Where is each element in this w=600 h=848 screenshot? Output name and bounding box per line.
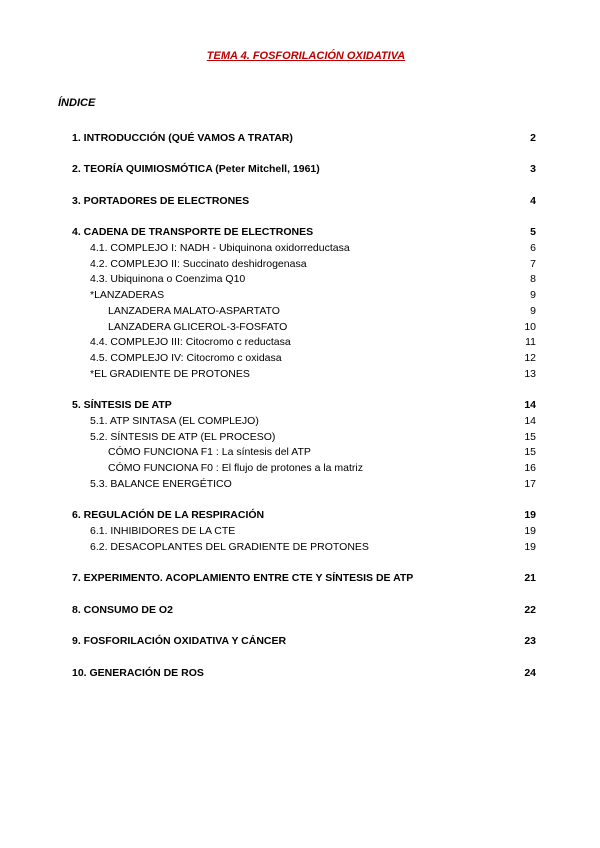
toc-entry-label: 6.2. DESACOPLANTES DEL GRADIENTE DE PROTONES: [90, 541, 369, 553]
toc-entry-label: 1. INTRODUCCIÓN (QUÉ VAMOS A TRATAR): [72, 132, 293, 144]
toc-entry-lanzadera-glicerol[interactable]: [0, 320, 600, 334]
toc-entry-label: 4.1. COMPLEJO I: NADH - Ubiquinona oxidorreductasa: [90, 242, 350, 254]
toc-entry-label: 6.1. INHIBIDORES DE LA CTE: [90, 525, 236, 537]
toc-entry-label: 4.5. COMPLEJO IV: Citocromo c oxidasa: [90, 352, 282, 364]
toc-entry-label: 5.1. ATP SINTASA (EL COMPLEJO): [90, 415, 259, 427]
toc-entry-page: 6: [530, 242, 536, 254]
toc-entry-page: 2: [530, 132, 536, 144]
toc-entry-gradiente-protones[interactable]: [0, 367, 600, 381]
toc-entry-label: LANZADERA MALATO-ASPARTATO: [108, 305, 280, 317]
toc-entry-atp-sintasa[interactable]: [0, 414, 600, 428]
toc-entry-page: 9: [530, 289, 536, 301]
toc-entry-label: LANZADERA GLICEROL-3-FOSFATO: [108, 321, 288, 333]
toc-entry-fosforilacion-cancer[interactable]: [0, 634, 600, 648]
toc-entry-page: 15: [524, 431, 536, 443]
toc-entry-page: 23: [524, 635, 536, 647]
toc-entry-label: 10. GENERACIÓN DE ROS: [72, 667, 204, 679]
toc-entry-page: 24: [524, 667, 536, 679]
toc-entry-complejo-iv[interactable]: [0, 351, 600, 365]
toc-entry-page: 19: [524, 541, 536, 553]
toc-entry-lanzaderas[interactable]: [0, 288, 600, 302]
toc-entry-label: 4. CADENA DE TRANSPORTE DE ELECTRONES: [72, 226, 314, 238]
toc-entry-desacoplantes[interactable]: [0, 540, 600, 554]
toc-entry-label: 5.2. SÍNTESIS DE ATP (EL PROCESO): [90, 431, 276, 443]
toc-entry-label: *LANZADERAS: [90, 289, 165, 301]
toc-entry-regulacion[interactable]: [0, 508, 600, 522]
toc-entry-page: 4: [530, 195, 536, 207]
document-title: TEMA 4. FOSFORILACIÓN OXIDATIVA: [206, 50, 406, 62]
toc-entry-funciona-f0[interactable]: [0, 461, 600, 475]
toc-entry-experimento[interactable]: [0, 571, 600, 585]
toc-entry-page: 13: [524, 368, 536, 380]
toc-entry-label: 8. CONSUMO DE O2: [72, 604, 173, 616]
index-heading: ÍNDICE: [58, 97, 96, 109]
toc-entry-consumo-o2[interactable]: [0, 603, 600, 617]
toc-entry-label: 6. REGULACIÓN DE LA RESPIRACIÓN: [72, 509, 265, 521]
toc-entry-page: 3: [530, 163, 536, 175]
toc-entry-label: CÓMO FUNCIONA F0 : El flujo de protones a la matriz: [108, 462, 363, 474]
toc-entry-page: 10: [524, 321, 536, 333]
toc-entry-page: 14: [524, 415, 536, 427]
toc-entry-page: 5: [530, 226, 536, 238]
toc-entry-page: 14: [524, 399, 536, 411]
toc-entry-label: *EL GRADIENTE DE PROTONES: [90, 368, 250, 380]
toc-entry-label: 4.4. COMPLEJO III: Citocromo c reductasa: [90, 336, 291, 348]
toc-entry-page: 9: [530, 305, 536, 317]
toc-entry-teoria-quimiosmotica[interactable]: [0, 162, 600, 176]
toc-entry-balance-energetico[interactable]: [0, 477, 600, 491]
toc-entry-page: 8: [530, 273, 536, 285]
toc-entry-page: 15: [524, 446, 536, 458]
toc-entry-page: 21: [524, 572, 536, 584]
toc-entry-complejo-i[interactable]: [0, 241, 600, 255]
toc-entry-funciona-f1[interactable]: [0, 445, 600, 459]
toc-entry-page: 19: [524, 525, 536, 537]
toc-entry-sintesis-proceso[interactable]: [0, 430, 600, 444]
toc-entry-complejo-iii[interactable]: [0, 335, 600, 349]
toc-entry-label: 9. FOSFORILACIÓN OXIDATIVA Y CÁNCER: [72, 635, 287, 647]
toc-entry-label: CÓMO FUNCIONA F1 : La síntesis del ATP: [108, 446, 311, 458]
toc-entry-cadena-transporte[interactable]: [0, 225, 600, 239]
toc-entry-page: 11: [525, 336, 536, 348]
toc-entry-label: 4.3. Ubiquinona o Coenzima Q10: [90, 273, 246, 285]
toc-entry-label: 5. SÍNTESIS DE ATP: [72, 399, 172, 411]
toc-entry-portadores[interactable]: [0, 194, 600, 208]
toc-entry-label: 5.3. BALANCE ENERGÉTICO: [90, 478, 232, 490]
toc-entry-introduccion[interactable]: [0, 131, 600, 145]
toc-entry-page: 16: [524, 462, 536, 474]
toc-entry-page: 17: [524, 478, 536, 490]
toc-entry-ubiquinona[interactable]: [0, 272, 600, 286]
toc-entry-complejo-ii[interactable]: [0, 257, 600, 271]
toc-entry-label: 7. EXPERIMENTO. ACOPLAMIENTO ENTRE CTE Y SÍNTESIS DE ATP: [72, 572, 414, 584]
toc-entry-page: 12: [524, 352, 536, 364]
toc-entry-inhibidores[interactable]: [0, 524, 600, 538]
toc-entry-label: 4.2. COMPLEJO II: Succinato deshidrogenasa: [90, 258, 307, 270]
toc-entry-label: 3. PORTADORES DE ELECTRONES: [72, 195, 250, 207]
toc-entry-page: 7: [530, 258, 536, 270]
toc-entry-label: 2. TEORÍA QUIMIOSMÓTICA (Peter Mitchell, 1961): [72, 163, 320, 175]
toc-entry-generacion-ros[interactable]: [0, 666, 600, 680]
toc-entry-lanzadera-malato[interactable]: [0, 304, 600, 318]
toc-entry-page: 22: [524, 604, 536, 616]
toc-entry-sintesis-atp[interactable]: [0, 398, 600, 412]
toc-entry-page: 19: [524, 509, 536, 521]
